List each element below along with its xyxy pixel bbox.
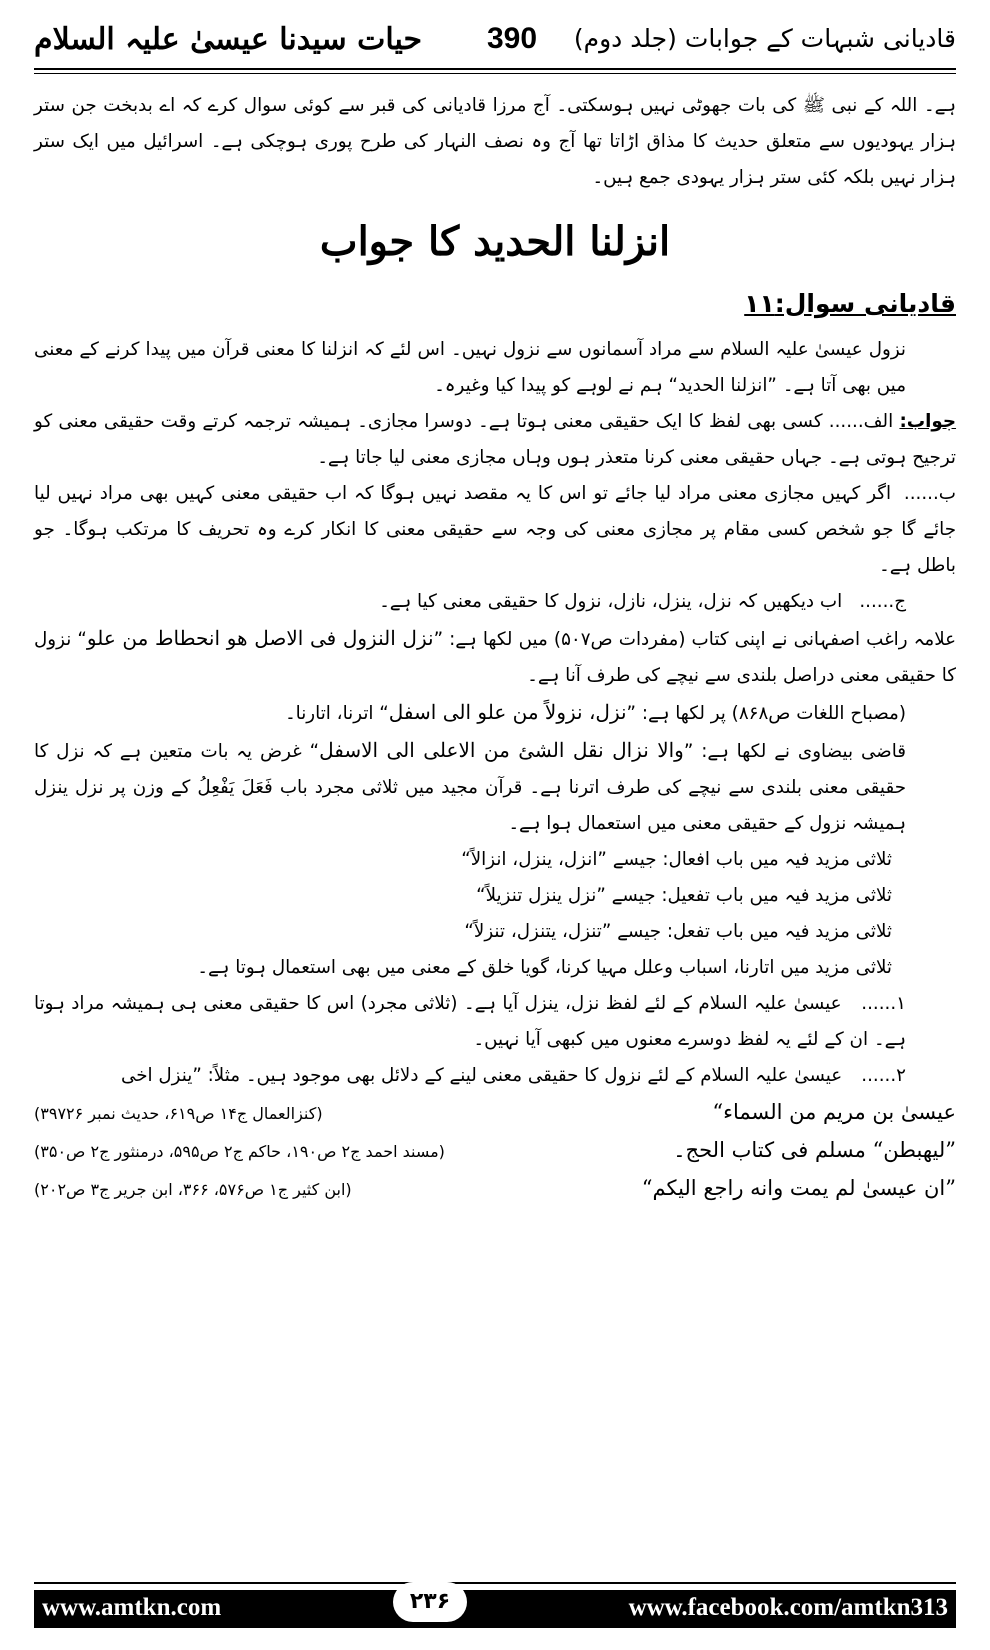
baidawi-paragraph bbox=[34, 732, 956, 842]
question-title: قادیانی سوال:۱۱ bbox=[744, 289, 956, 318]
answer-jeem bbox=[34, 584, 956, 620]
bay-text: اگر کہیں مجازی معنی مراد لیا جائے تو اس کا یہ مقصد نہیں ہوگا کہ اب حقیقی معنی کہیں بھی مراد نہیں لیا جائے گا جو شخص کسی مقام پر مجازی معنی کی وجہ سے حقیقی معنی کا انکار کرے وہ تحریف کا مرتکب ہوگا۔ جو باطل ہے۔ bbox=[34, 483, 956, 576]
raghib-arabic: نزل النزول فی الاصل هو انحطاط من علو bbox=[86, 626, 434, 650]
jeem-text: اب دیکھیں کہ نزل، ینزل، نازل، نزول کا حقیقی معنی کیا ہے۔ bbox=[379, 591, 843, 612]
hadith-reference: (ابن کثیر ج۱ ص۵۷۶، ۳۶۶، ابن جریر ج۳ ص۲۰۲) bbox=[34, 1180, 352, 1199]
point-one bbox=[34, 986, 956, 1058]
answer-alif bbox=[34, 404, 956, 476]
hadith-text: ”ان عیسیٰ لم یمت وانه راجع الیکم“ bbox=[641, 1176, 956, 1200]
point-one-marker: ۱...... bbox=[861, 993, 906, 1014]
point-one-text: عیسیٰ علیہ السلام کے لئے لفظ نزل، ینزل آیا ہے۔ (ثلاثی مجرد) اس کا حقیقی معنی ہی ہمیشہ مراد ہوتا ہے۔ ان کے لئے یہ لفظ دوسرے معنوں میں کبھی آیا نہیں۔ bbox=[34, 993, 906, 1050]
section-heading: انزلنا الحدید کا جواب bbox=[319, 218, 671, 265]
jeem-marker: ج...... bbox=[859, 591, 906, 612]
point-two bbox=[34, 1058, 956, 1094]
question-paragraph: نزول عیسیٰ علیہ السلام سے مراد آسمانوں سے نزول نہیں۔ اس لئے کہ انزلنا کا معنی قرآن میں پیدا کرنے کے معنی میں بھی آتا ہے۔ ”انزلنا الحدید“ ہم نے لوہے کو پیدا کیا وغیرہ۔ bbox=[34, 339, 906, 396]
volume-title: قادیانی شبہات کے جوابات (جلد دوم) bbox=[573, 24, 956, 53]
header-rule-thin bbox=[34, 73, 956, 74]
intro-paragraph: ہے۔ اللہ کے نبی ﷺ کی بات جھوٹی نہیں ہوسکتی۔ آج مرزا قادیانی کی قبر سے کوئی سوال کرے کہ اے بدبخت جن ستر ہزار یہودیوں سے متعلق حدیث کا مذاق اڑاتا تھا آج وہ نصف النہار کی طرح پوری ہوچکی ہے۔ اسرائیل میں ایک ستر ہزار نہیں بلکہ کئی ستر ہزار یہودی جمع ہیں۔ bbox=[34, 95, 956, 188]
form-line: ثلاثی مزید فیہ میں باب تفعیل: جیسے ”نزل ینزل تنزیلاً“ bbox=[476, 885, 892, 906]
alif-text: کسی بھی لفظ کا ایک حقیقی معنی ہوتا ہے۔ دوسرا مجازی۔ ہمیشہ ترجمہ کرتے وقت حقیقی معنی کو ترجیح ہوتی ہے۔ جہاں حقیقی معنی کرنا متعذر ہوں وہاں مجازی معنی لیا جاتا ہے۔ bbox=[34, 411, 956, 468]
book-title: حیات سیدنا عیسیٰ علیہ السلام bbox=[34, 22, 423, 57]
hadith-reference: (کنزالعمال ج۱۴ ص۶۱۹، حدیث نمبر ۳۹۷۲۶) bbox=[34, 1104, 323, 1123]
baidawi-urdu-a: قاضی بیضاوی نے لکھا ہے: ” bbox=[683, 741, 907, 762]
page-footer bbox=[34, 1590, 956, 1628]
hadith-quote bbox=[34, 1132, 956, 1170]
misbah-urdu-a: (مصباح اللغات ص۸۶۸) پر لکھا ہے: ” bbox=[626, 703, 906, 724]
point-two-text: عیسیٰ علیہ السلام کے لئے نزول کا حقیقی معنی لینے کے دلائل بھی موجود ہیں۔ مثلاً: ”ینزل اخی bbox=[120, 1065, 843, 1086]
hadith-text: عیسیٰ بن مریم من السماء“ bbox=[712, 1100, 956, 1124]
page-body bbox=[34, 88, 956, 1208]
hadith-text: ”لیهبطن“ مسلم فی کتاب الحج۔ bbox=[673, 1138, 956, 1162]
form-line: ثلاثی مزید فیہ میں باب تفعل: جیسے ”تنزل، یتنزل، تنزلاً“ bbox=[464, 921, 892, 942]
misbah-arabic: نزل، نزولاً من علو الی اسفل bbox=[388, 700, 627, 724]
answer-label: جواب: bbox=[899, 411, 957, 432]
footer-rule bbox=[34, 1582, 956, 1584]
raghib-paragraph bbox=[34, 620, 956, 694]
misbah-paragraph bbox=[34, 694, 956, 732]
hadith-quote bbox=[34, 1094, 956, 1132]
hadith-quote bbox=[34, 1170, 956, 1208]
hadith-reference: (مسند احمد ج۲ ص۱۹۰، حاکم ج۲ ص۵۹۵، درمنثور ج۲ ص۳۵۰) bbox=[34, 1142, 445, 1161]
misbah-urdu-b: “ اترنا، اتارنا۔ bbox=[284, 703, 389, 724]
page-header bbox=[34, 18, 956, 64]
baidawi-arabic: والا نزال نقل الشئ من الاعلی الی الاسفل bbox=[319, 738, 684, 762]
raghib-urdu-b: “ نزول کا حقیقی معنی دراصل بلندی سے نیچے کی طرف آنا ہے۔ bbox=[34, 629, 956, 686]
facebook-url: www.facebook.com/amtkn313 bbox=[628, 1594, 948, 1621]
baidawi-urdu-b: “ غرض یہ بات متعین ہے کہ نزل کا حقیقی معنی بلندی سے نیچے کی طرف اترنا ہے۔ قرآن مجید میں ثلاثی مجرد باب فَعَلَ یَفْعِلُ کے وزن پر نزل ینزل ہمیشہ نزول کے حقیقی معنی میں استعمال ہوا ہے۔ bbox=[34, 741, 906, 834]
form-line: ثلاثی مزید میں اتارنا، اسباب وعلل مہیا کرنا، گویا خلق کے معنی میں بھی استعمال ہوتا ہے۔ bbox=[197, 957, 892, 978]
point-two-marker: ۲...... bbox=[861, 1065, 906, 1086]
answer-bay bbox=[34, 476, 956, 584]
footer-page-badge: ۲۳۶ bbox=[393, 1582, 467, 1622]
form-line: ثلاثی مزید فیہ میں باب افعال: جیسے ”انزل، ینزل، انزالاً“ bbox=[461, 849, 892, 870]
alif-marker: الف...... bbox=[828, 411, 894, 432]
header-rule bbox=[34, 68, 956, 70]
header-page-number: 390 bbox=[487, 22, 538, 55]
bay-marker: ب...... bbox=[903, 483, 956, 504]
website-url: www.amtkn.com bbox=[42, 1594, 222, 1621]
raghib-urdu-a: علامہ راغب اصفہانی نے اپنی کتاب (مفردات ص۵۰۷) میں لکھا ہے: ” bbox=[433, 629, 957, 650]
